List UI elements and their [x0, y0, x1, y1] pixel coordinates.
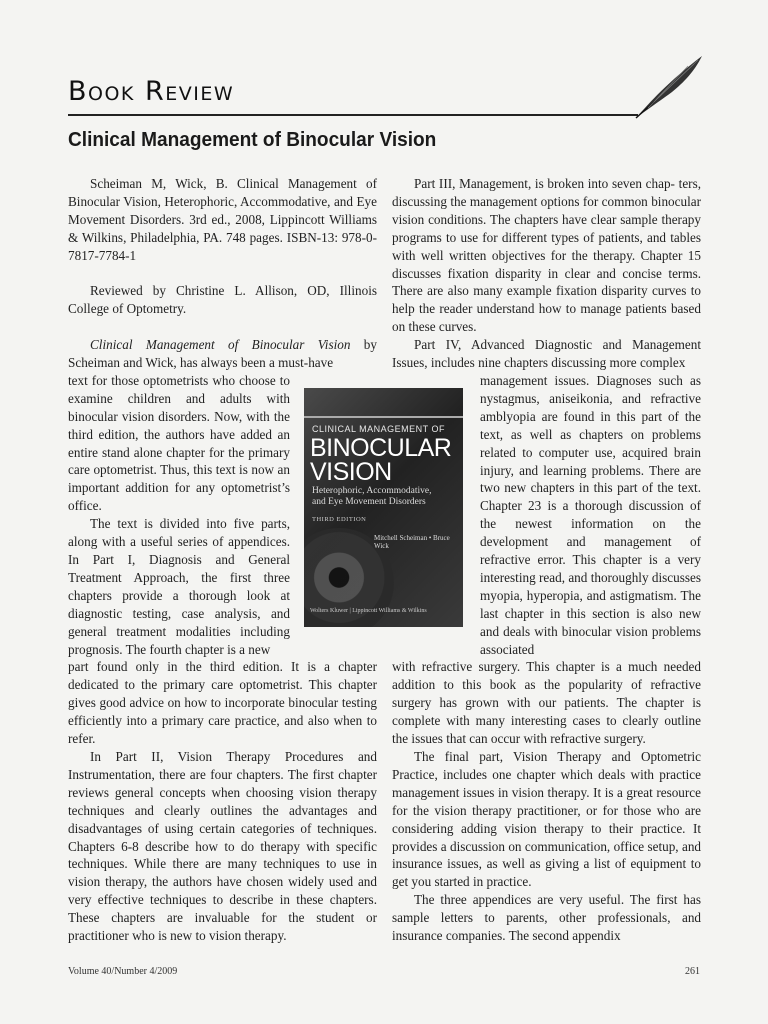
cover-title: BINOCULAR VISION	[310, 434, 452, 486]
intro-paragraph: Clinical Management of Binocular Vision by Scheiman and Wick, has always been a must-have	[68, 337, 377, 371]
footer-issue: Volume 40/Number 4/2009	[68, 966, 178, 977]
intro-wrap-paragraph: text for those optometrists who choose to examine children and adults with binocular vision disorders. Now, with the third edition, the authors have added an entire stand alone chapter for the primary care optometrist. Thus, this text is now an important addition for any optometrist’s office.	[68, 372, 291, 514]
cover-band	[304, 416, 463, 418]
header-rule	[68, 114, 638, 116]
cover-edition: THIRD EDITION	[312, 516, 367, 523]
parts-paragraph: The text is divided into five parts, along with a useful series of appendices. In Part I, Diagnosis and General Treatment Approach, the first three chapters provide a thorough look at diagnostic testing, case analysis, and general treatment modalities including prognosis. The fourth chapter is a new	[68, 516, 291, 657]
cover-authors: Mitchell Scheiman • Bruce Wick	[374, 534, 450, 550]
cover-subtitle: Heterophoric, Accommodative, and Eye Movement Disorders	[312, 486, 432, 507]
cover-publisher: Wolters Kluwer | Lippincott Williams & Wilkins	[310, 608, 427, 614]
cover-top-line: CLINICAL MANAGEMENT OF	[312, 424, 446, 434]
part-three-paragraph: Part III, Management, is broken into seven chap- ters, discussing the management options for common binocular vision conditions. The chapters have clear sample therapy programs to use for different types of patients, and tables with well written objectives for the therapy. Chapter 15 discusses fixation disparity in clear and concise terms. There are also many example fixation disparity curves to help the reader understand how to manage patients based on these curves.	[392, 176, 702, 335]
part-four-paragraph: Part IV, Advanced Diagnostic and Management Issues, includes nine chapters discussing more complex	[392, 337, 701, 371]
page-number: 261	[685, 966, 700, 977]
citation-paragraph: Scheiman M, Wick, B. Clinical Management of Binocular Vision, Heterophoric, Accommodative, and Eye Movement Disorders. 3rd ed., 2008, Lippincott Williams & Wilkins, Philadelphia, PA. 748 pages. ISBN-13: 978-0-7817-7784-1	[68, 176, 377, 263]
part-four-continued-paragraph: with refractive surgery. This chapter is a much needed addition to this book as the popularity of refractive surgery has grown with our patients. The chapter is complete with many interesting cases to clearly outline the issues that can occur with refractive surgery.	[392, 659, 701, 747]
appendices-paragraph: The three appendices are very useful. The first has sample letters to parents, other professionals, and insurance companies. The second appendix	[392, 892, 702, 944]
quill-icon	[628, 52, 706, 122]
reviewer-paragraph: Reviewed by Christine L. Allison, OD, Illinois College of Optometry.	[68, 283, 377, 317]
book-cover-image	[304, 388, 463, 627]
part-two-paragraph: In Part II, Vision Therapy Procedures and Instrumentation, there are four chapters. The first chapter reviews general concepts when choosing vision therapy techniques and clearly outlines the advantages and disadvantages of using certain categories of techniques. Chapters 6-8 describe how to do therapy with specific techniques. While there are many techniques to use in vision therapy, the authors have chosen widely used and very effective techniques to describe in these chapters. These chapters are invaluable for the student or practitioner who is new to vision therapy.	[68, 748, 378, 944]
article-title: Clinical Management of Binocular Vision	[68, 128, 437, 151]
section-title: Book Review	[68, 76, 235, 107]
part-four-wrap-paragraph: management issues. Diagnoses such as nystagmus, aniseikonia, and refractive amblyopia are found in this part of the text, as well as chapters on problems related to computer use, acquired brain injury, and learning problems. There are two new chapters in this part of the text. Chapter 23 is a thorough discussion of the newest information on the development and management of refractive error. This chapter is a very interesting read, and thoroughly discusses myopia, hyperopia, and astigmatism. The last chapter in this section is also new and deals with binocular vision problems associated	[480, 372, 702, 657]
final-part-paragraph: The final part, Vision Therapy and Optometric Practice, includes one chapter which deals with practice management issues in vision therapy. It is a great resource for the vision therapy practitioner, or for those who are considering adding vision therapy to their practice. It provides a discussion on communication, office setup, and insurance issues, as well as giving a list of equipment to get you started in practice.	[392, 749, 702, 890]
parts-continued-paragraph: part found only in the third edition. It is a chapter dedicated to the primary care optometrist. This chapter gives good advice on how to incorporate binocular testing efficiently into a primary care practice, and also when to refer.	[68, 659, 378, 747]
